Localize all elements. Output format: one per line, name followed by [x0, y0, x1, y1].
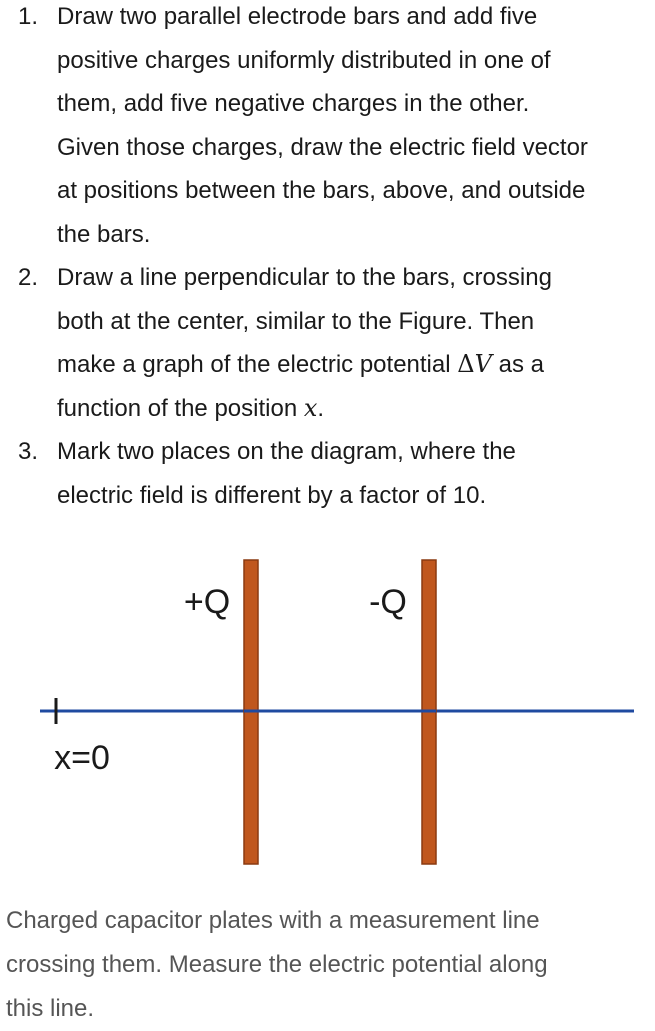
caption-line: crossing them. Measure the electric potential along: [6, 951, 548, 978]
item-line: positive charges uniformly distributed in one of: [57, 46, 551, 74]
item-number: 2.: [18, 264, 39, 291]
potential-variable: V: [474, 350, 492, 378]
item-line: Draw two parallel electrode bars and add five: [57, 3, 538, 30]
capacitor-diagram: [0, 540, 655, 880]
positive-charge-label: +Q: [183, 583, 231, 621]
item-line: Mark two places on the diagram, where the: [57, 438, 516, 465]
figure-caption: [6, 899, 651, 1031]
item-line: Draw a line perpendicular to the bars, crossing: [57, 264, 552, 291]
item-line: Given those charges, draw the electric field vector: [57, 133, 588, 161]
text-segment: as a: [491, 351, 544, 378]
position-variable: x: [303, 393, 318, 422]
origin-label: x=0: [54, 739, 110, 777]
item-number: 3.: [18, 438, 39, 465]
text-segment: make a graph of the electric potential: [57, 351, 458, 378]
caption-line: Charged capacitor plates with a measurement line: [6, 907, 540, 934]
item-number: 1.: [18, 3, 39, 30]
item-text: [57, 0, 655, 256]
item-line: both at the center, similar to the Figure. Then: [57, 307, 535, 335]
item-line: [57, 387, 655, 431]
text-segment: function of the position: [57, 394, 304, 422]
item-line: electric field is different by a factor of 10.: [57, 481, 487, 509]
delta-symbol: Δ: [457, 350, 475, 378]
item-line: at positions between the bars, above, and outside: [57, 177, 586, 204]
text-segment: .: [317, 394, 325, 422]
item-line: them, add five negative charges in the other.: [57, 90, 530, 117]
item-line: the bars.: [57, 220, 151, 248]
item-text: [57, 256, 655, 430]
item-line: [57, 343, 655, 387]
item-text: [57, 430, 655, 517]
negative-charge-label: -Q: [369, 583, 407, 621]
caption-line: this line.: [6, 995, 95, 1022]
